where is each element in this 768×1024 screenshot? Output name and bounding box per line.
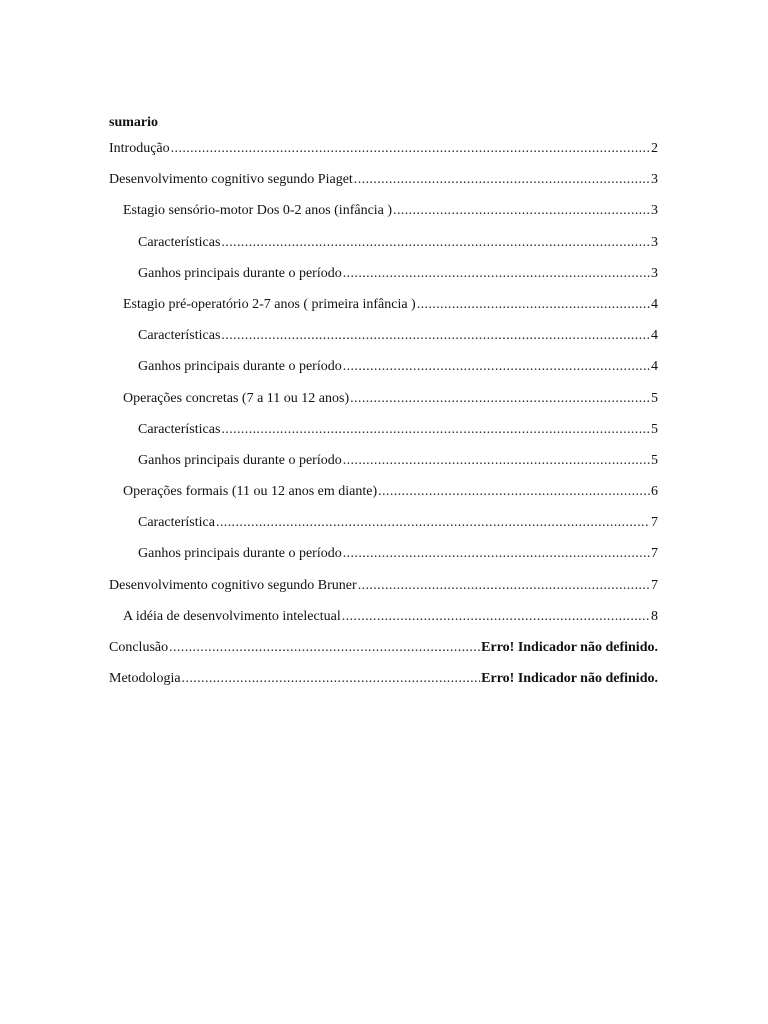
toc-entry[interactable] [109, 358, 658, 389]
toc-entry[interactable] [109, 483, 658, 514]
toc-entry-page: 6 [651, 484, 658, 500]
toc-entry-page: 5 [651, 390, 658, 406]
toc-dot-leader [343, 452, 650, 470]
toc-entry[interactable] [109, 639, 658, 670]
toc-dot-leader [221, 234, 650, 252]
toc-entry[interactable] [109, 202, 658, 233]
toc-entry-title: Ganhos principais durante o período [138, 452, 342, 468]
toc-entry-title: Metodologia [109, 671, 181, 687]
toc-entry[interactable] [109, 545, 658, 576]
toc-entry-page: 4 [651, 328, 658, 344]
toc-entry[interactable] [109, 390, 658, 421]
toc-dot-leader [182, 670, 481, 688]
toc-dot-leader [221, 327, 650, 345]
toc-entry[interactable] [109, 608, 658, 639]
toc-entry-page: 5 [651, 421, 658, 437]
toc-entry-title: A idéia de desenvolvimento intelectual [123, 608, 341, 624]
toc-dot-leader [358, 577, 650, 595]
toc-entry-page: 8 [651, 608, 658, 624]
toc-entry-page: 3 [651, 265, 658, 281]
toc-dot-leader [343, 358, 650, 376]
toc-entry[interactable] [109, 452, 658, 483]
toc-entry-title: Característica [138, 515, 215, 531]
toc-dot-leader [343, 265, 650, 283]
toc-entry[interactable] [109, 421, 658, 452]
toc-entry-title: Conclusão [109, 640, 169, 655]
toc-dot-leader [354, 171, 650, 189]
toc-dot-leader [393, 202, 650, 220]
toc-entry[interactable] [109, 171, 658, 202]
toc-entry-page: 7 [651, 515, 658, 531]
toc-entry[interactable] [109, 234, 658, 265]
toc-entry[interactable] [109, 670, 658, 701]
toc-dot-leader [221, 421, 650, 439]
toc-entry[interactable] [109, 327, 658, 358]
toc-entry-title: Características [138, 421, 221, 437]
toc-entry-page: 3 [651, 172, 658, 188]
toc-entry-page: 3 [651, 234, 658, 250]
toc-entry[interactable] [109, 265, 658, 296]
toc-dot-leader [343, 545, 650, 563]
toc-entry-page: 3 [651, 203, 658, 219]
toc-entry[interactable] [109, 514, 658, 545]
toc-entry[interactable] [109, 140, 658, 171]
toc-dot-leader [342, 608, 650, 626]
toc-entry-title: Operações formais (11 ou 12 anos em diante) [123, 484, 378, 500]
toc-entry[interactable] [109, 577, 658, 608]
toc-entry-page: Erro! Indicador não definido. [481, 640, 658, 655]
toc-entry-title: Introdução [109, 141, 170, 156]
toc-entry-title: Desenvolvimento cognitivo segundo Piaget [109, 172, 353, 188]
toc-entry-page: 7 [651, 546, 658, 562]
toc-entry-title: Estagio pré-operatório 2-7 anos ( primeira infância ) [123, 296, 416, 312]
toc-entry-page: 2 [651, 141, 658, 156]
toc-entry-title: Estagio sensório-motor Dos 0-2 anos (infância ) [123, 203, 393, 219]
toc-entry-page: 7 [651, 577, 658, 593]
toc-dot-leader [350, 390, 650, 408]
toc-entry-title: Características [138, 328, 221, 344]
toc-dot-leader [216, 514, 650, 532]
toc-entry-title: Operações concretas (7 a 11 ou 12 anos) [123, 390, 350, 406]
toc-entry-page: 4 [651, 359, 658, 375]
toc-entry-title: Ganhos principais durante o período [138, 265, 342, 281]
toc-heading: sumario [109, 115, 158, 130]
toc-entry-title: Ganhos principais durante o período [138, 359, 342, 375]
toc-dot-leader [378, 483, 650, 501]
toc-dot-leader [171, 140, 650, 158]
toc-dot-leader [169, 639, 480, 657]
toc-entry-title: Desenvolvimento cognitivo segundo Bruner [109, 577, 357, 593]
toc-entry-title: Características [138, 234, 221, 250]
toc-entry[interactable] [109, 296, 658, 327]
toc-entry-page: Erro! Indicador não definido. [481, 671, 658, 687]
toc-entry-title: Ganhos principais durante o período [138, 546, 342, 562]
toc-entry-page: 5 [651, 452, 658, 468]
toc-entry-page: 4 [651, 296, 658, 312]
toc-dot-leader [417, 296, 650, 314]
table-of-contents [109, 140, 658, 701]
